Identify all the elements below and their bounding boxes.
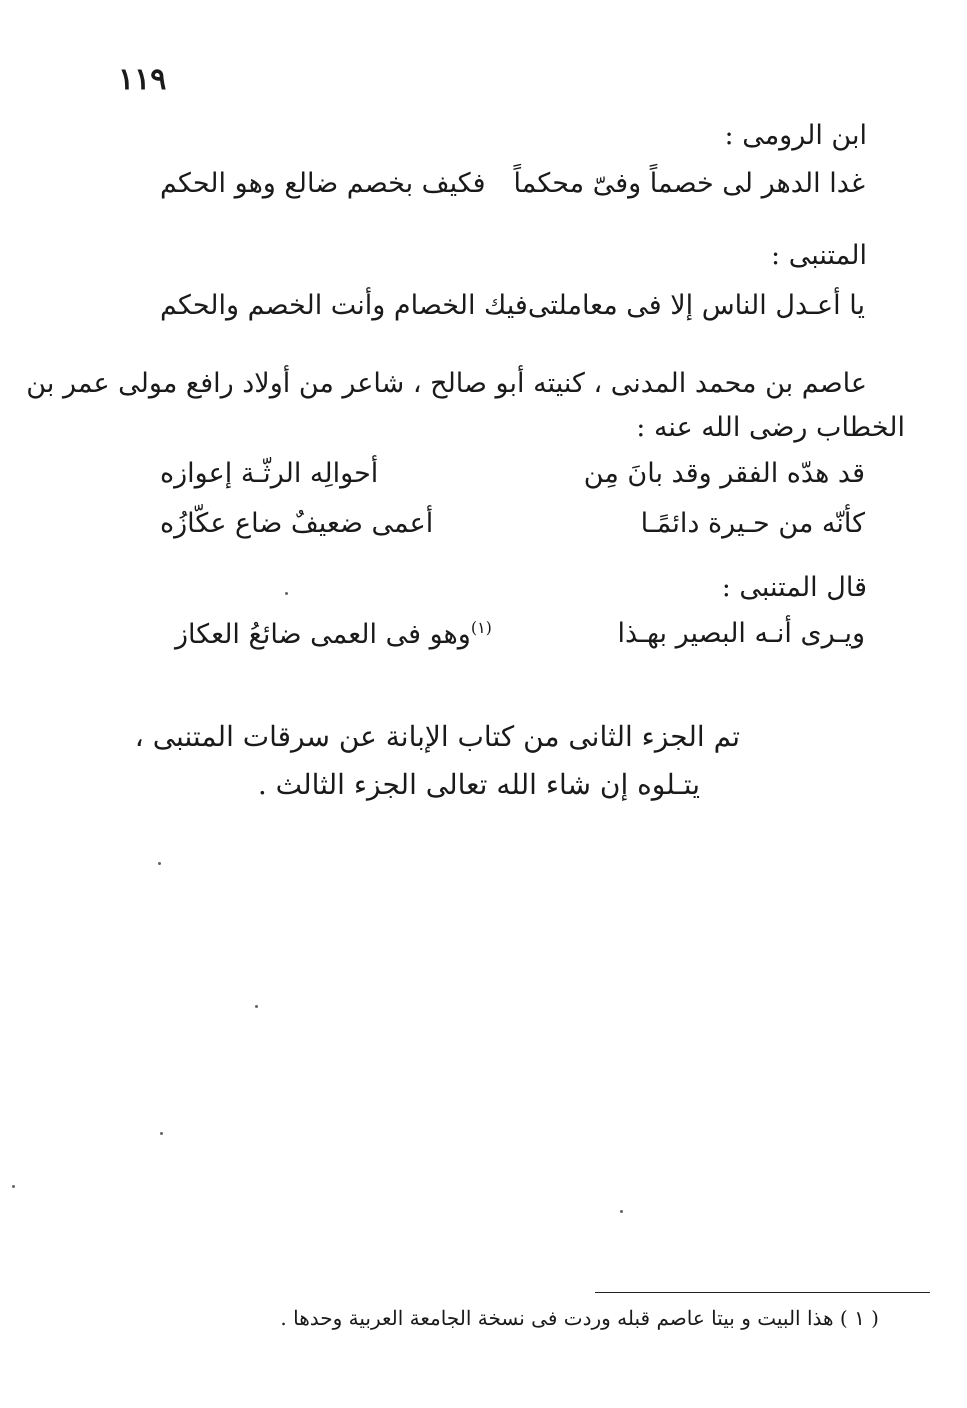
scan-speck: [160, 1132, 163, 1135]
mutanabbi-verse-2: [175, 618, 865, 662]
ibn-rumi-verse: [160, 168, 865, 212]
verse-first-hemistich: غدا الدهر لى خصماً وفىّ محكماً: [513, 168, 865, 199]
asim-intro-line-2: الخطاب رضى الله عنه :: [636, 412, 905, 443]
footnote-reference: (١): [470, 618, 492, 637]
scan-speck: [620, 1210, 623, 1213]
verse-first-hemistich: ويـرى أنـه البصير بهـذا: [617, 618, 865, 649]
ibn-rumi-heading: ابن الرومى :: [724, 120, 867, 151]
asim-verse-1: [160, 458, 865, 502]
page-number: ١١٩: [118, 62, 167, 97]
verse-second-hemistich: [175, 618, 492, 650]
mutanabbi-heading-1: المتنبى :: [771, 240, 867, 271]
scan-speck: [158, 862, 161, 865]
verse-first-hemistich: يا أعـدل الناس إلا فى معاملتى: [527, 290, 865, 321]
scan-speck: [255, 1005, 258, 1008]
verse-first-hemistich: قد هدّه الفقر وقد بانَ مِن: [583, 458, 865, 489]
verse-second-hemistich: أعمى ضعيفٌ ضاع عكّازُه: [160, 508, 434, 539]
footnote-rule: [595, 1292, 930, 1293]
scan-speck: [285, 592, 288, 595]
asim-intro-line-1: عاصم بن محمد المدنى ، كنيته أبو صالح ، شاعر من أولاد رافع مولى عمر بن: [26, 368, 867, 399]
verse-first-hemistich: كأنّه من حـيرة دائمًـا: [640, 508, 865, 539]
verse-second-hemistich: فيك الخصام وأنت الخصم والحكم: [160, 290, 528, 321]
mutanabbi-verse-1: [160, 290, 865, 334]
closing-line-1: تم الجزء الثانى من كتاب الإبانة عن سرقات المتنبى ،: [134, 720, 740, 753]
closing-line-2: يتـلوه إن شاء الله تعالى الجزء الثالث .: [257, 768, 700, 801]
verse-second-hemistich-text: وهو فى العمى ضائعُ العكاز: [175, 619, 471, 650]
asim-verse-2: [160, 508, 865, 552]
footnote-text: ( ١ ) هذا البيت و بيتا عاصم قبله وردت فى نسخة الجامعة العربية وحدها .: [280, 1306, 879, 1330]
verse-second-hemistich: أحوالِه الرثّـة إعوازه: [160, 458, 379, 489]
verse-second-hemistich: فكيف بخصم ضالع وهو الحكم: [160, 168, 486, 199]
mutanabbi-heading-2: قال المتنبى :: [721, 572, 867, 603]
scan-speck: [12, 1185, 15, 1188]
